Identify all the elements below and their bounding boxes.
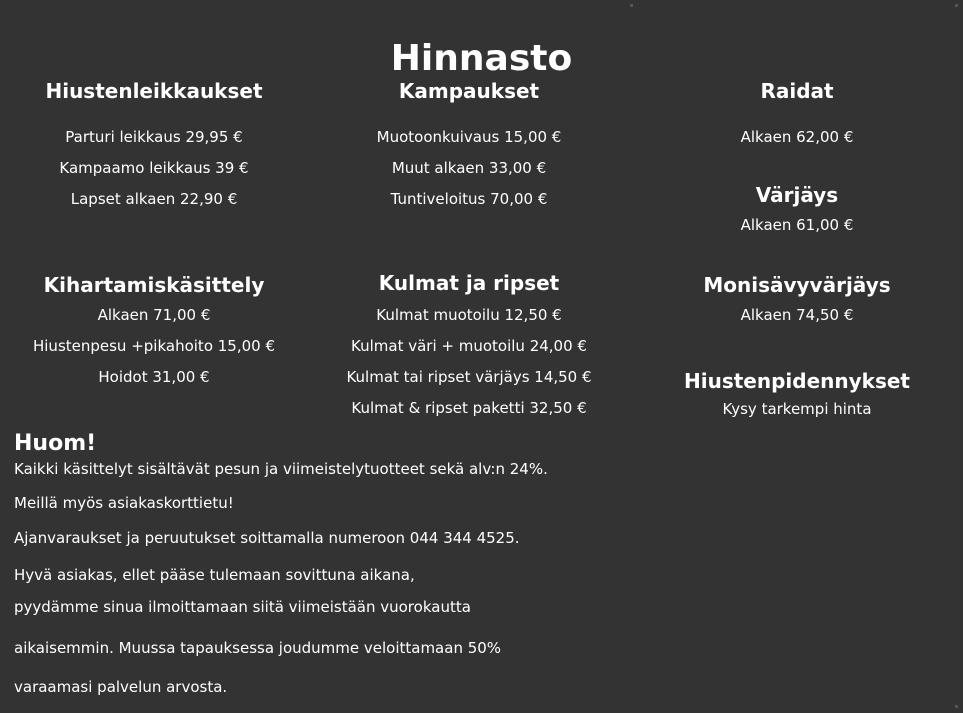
price-item: Kulmat & ripset paketti 32,50 € bbox=[351, 399, 587, 417]
page-title: Hinnasto bbox=[390, 38, 573, 80]
price-item: Alkaen 71,00 € bbox=[97, 306, 211, 324]
section-raidat bbox=[657, 76, 937, 153]
section-heading: Raidat bbox=[760, 79, 834, 103]
notice-section bbox=[14, 428, 914, 696]
price-item: Alkaen 61,00 € bbox=[740, 216, 854, 234]
section-monisavyvarjays bbox=[657, 270, 937, 331]
price-item: Kulmat tai ripset värjäys 14,50 € bbox=[346, 368, 592, 386]
corner-marker bbox=[955, 705, 958, 708]
section-heading: Värjäys bbox=[755, 183, 839, 207]
corner-marker bbox=[955, 4, 958, 7]
notice-line: Ajanvaraukset ja peruutukset soittamalla numeroon 044 344 4525. bbox=[14, 529, 520, 547]
price-item: Alkaen 74,50 € bbox=[740, 306, 854, 324]
section-heading: Kulmat ja ripset bbox=[378, 271, 560, 295]
notice-line: pyydämme sinua ilmoittamaan siitä viimeistään vuorokautta bbox=[14, 598, 471, 616]
section-kulmat-ja-ripset bbox=[329, 268, 609, 424]
price-item: Tuntiveloitus 70,00 € bbox=[390, 190, 548, 208]
section-kampaukset bbox=[329, 76, 609, 215]
section-heading: Kihartamiskäsittely bbox=[43, 273, 265, 297]
price-item: Parturi leikkaus 29,95 € bbox=[65, 128, 243, 146]
corner-marker bbox=[630, 4, 633, 7]
section-heading: Monisävyvärjäys bbox=[703, 273, 891, 297]
notice-line: Meillä myös asiakaskorttietu! bbox=[14, 494, 234, 512]
price-item: Kampaamo leikkaus 39 € bbox=[59, 159, 249, 177]
section-hiustenleikkaukset bbox=[14, 76, 294, 215]
price-item: Kysy tarkempi hinta bbox=[722, 400, 872, 418]
price-item: Kulmat muotoilu 12,50 € bbox=[376, 306, 562, 324]
price-item: Muotoonkuivaus 15,00 € bbox=[376, 128, 562, 146]
section-kihartamiskasittely bbox=[14, 270, 294, 393]
notice-line: varaamasi palvelun arvosta. bbox=[14, 678, 228, 696]
notice-line: aikaisemmin. Muussa tapauksessa joudumme veloittamaan 50% bbox=[14, 639, 502, 657]
notice-line: Hyvä asiakas, ellet pääse tulemaan sovittuna aikana, bbox=[14, 566, 415, 584]
section-hiustenpidennykset bbox=[657, 366, 937, 425]
section-varjays bbox=[657, 180, 937, 241]
price-item: Lapset alkaen 22,90 € bbox=[70, 190, 238, 208]
section-heading: Hiustenleikkaukset bbox=[45, 79, 263, 103]
notice-heading: Huom! bbox=[14, 431, 97, 456]
section-heading: Kampaukset bbox=[398, 79, 540, 103]
price-item: Muut alkaen 33,00 € bbox=[391, 159, 547, 177]
price-item: Hiustenpesu +pikahoito 15,00 € bbox=[32, 337, 276, 355]
notice-line: Kaikki käsittelyt sisältävät pesun ja viimeistelytuotteet sekä alv:n 24%. bbox=[14, 460, 548, 478]
section-heading: Hiustenpidennykset bbox=[684, 369, 910, 393]
price-item: Hoidot 31,00 € bbox=[98, 368, 210, 386]
price-item: Alkaen 62,00 € bbox=[740, 128, 854, 146]
price-item: Kulmat väri + muotoilu 24,00 € bbox=[351, 337, 587, 355]
